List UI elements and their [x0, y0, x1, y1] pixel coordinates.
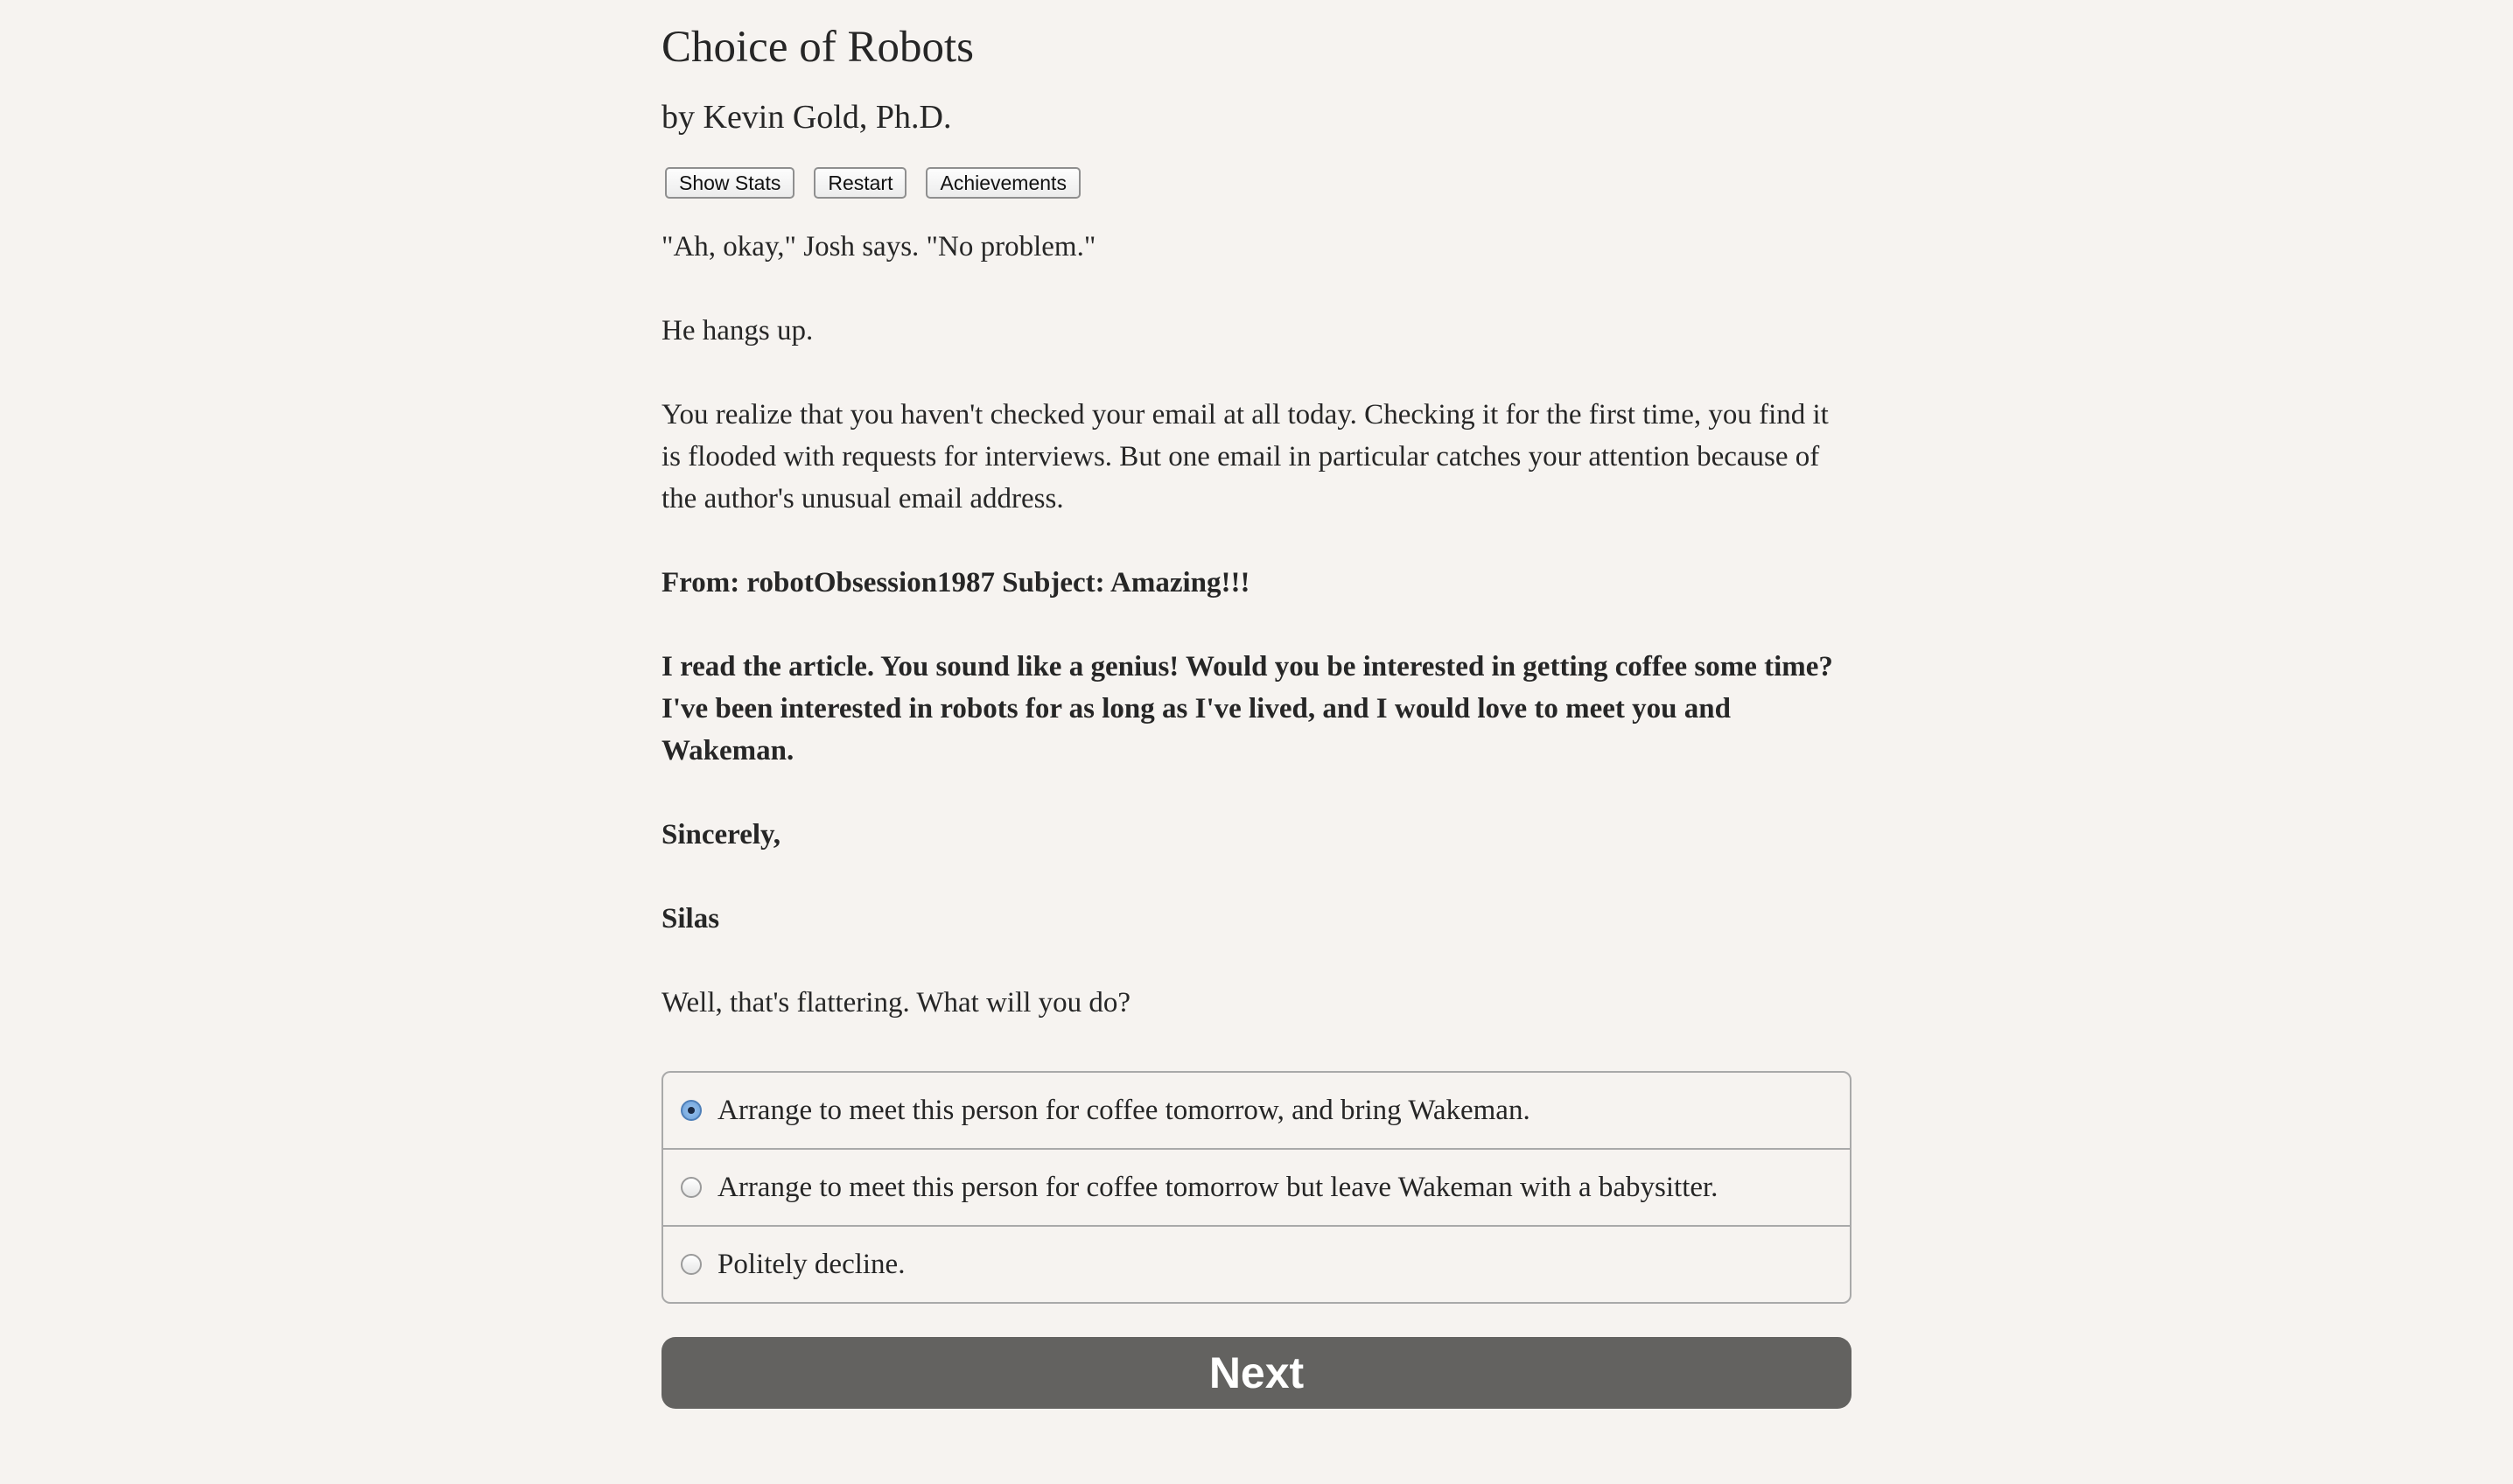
email-signature: Silas	[662, 903, 720, 934]
choice-list	[662, 1071, 1852, 1304]
email-body: I read the article. You sound like a genius! Would you be interested in getting coffee some time? I've been interested in robots for as long as I've lived, and I would love to meet you and Wakeman.	[662, 651, 1833, 766]
toolbar	[665, 167, 1081, 199]
radio-button[interactable]	[681, 1100, 702, 1121]
author-byline: by Kevin Gold, Ph.D.	[662, 99, 952, 136]
story-paragraph: "Ah, okay," Josh says. "No problem."	[662, 231, 1096, 262]
choice-label: Arrange to meet this person for coffee tomorrow, and bring Wakeman.	[718, 1094, 1530, 1126]
choice-option-bring-wakeman[interactable]	[663, 1073, 1850, 1148]
choice-option-babysitter[interactable]	[663, 1148, 1850, 1225]
next-button[interactable]: Next	[662, 1337, 1852, 1409]
story-paragraph: You realize that you haven't checked your email at all today. Checking it for the first time, you find it is flooded with requests for interviews. But one email in particular catches your attention because of the author's unusual email address.	[662, 399, 1829, 514]
game-title: Choice of Robots	[662, 23, 974, 72]
show-stats-button[interactable]: Show Stats	[665, 167, 794, 199]
choice-label: Arrange to meet this person for coffee tomorrow but leave Wakeman with a babysitter.	[718, 1171, 1718, 1203]
email-header: From: robotObsession1987 Subject: Amazing!!!	[662, 567, 1250, 598]
radio-button[interactable]	[681, 1254, 702, 1275]
story-text	[662, 226, 1852, 1066]
choice-option-decline[interactable]	[663, 1225, 1850, 1302]
restart-button[interactable]: Restart	[814, 167, 906, 199]
story-paragraph: He hangs up.	[662, 315, 814, 346]
story-prompt: Well, that's flattering. What will you do?	[662, 987, 1131, 1018]
email-signoff: Sincerely,	[662, 819, 780, 850]
choice-label: Politely decline.	[718, 1248, 906, 1280]
radio-button[interactable]	[681, 1177, 702, 1198]
achievements-button[interactable]: Achievements	[926, 167, 1080, 199]
